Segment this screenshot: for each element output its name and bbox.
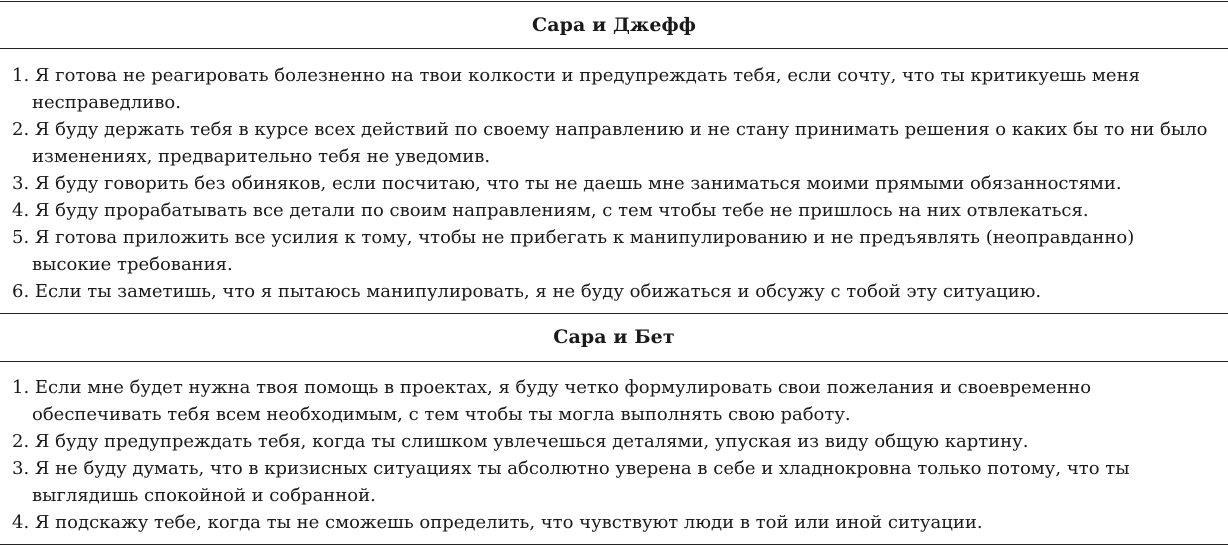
section-title-sarah-jeff: Сара и Джефф [532,14,696,36]
list-item [12,170,1222,197]
list-item [12,278,1222,305]
item-number: 4. [12,512,30,533]
item-text-continued: выглядишь спокойной и собранной. [32,485,376,506]
item-number: 2. [12,119,30,140]
item-number: 1. [12,377,30,398]
item-text: Если мне будет нужна твоя помощь в проектах, я буду четко формулировать свои пожелания и своевременно [34,377,1092,398]
item-number: 3. [12,458,30,479]
item-number: 4. [12,200,30,221]
item-number: 3. [12,173,30,194]
item-text-continued: изменениях, предварительно тебя не уведомив. [32,146,491,167]
item-text: Я не буду думать, что в кризисных ситуациях ты абсолютно уверена в себе и хладнокровна только потому, что ты [34,458,1130,479]
item-text-continued: высокие требования. [32,254,233,275]
bottom-rule [0,544,1228,545]
item-text-continued: несправедливо. [32,92,181,113]
item-number: 2. [12,431,30,452]
list-item [12,428,1222,455]
item-number: 5. [12,227,30,248]
item-text-continued: обеспечивать тебя всем необходимым, с тем чтобы ты могла выполнять свою работу. [32,404,851,425]
item-number: 6. [12,281,30,302]
header-rule [0,361,1228,362]
item-text: Если ты заметишь, что я пытаюсь манипулировать, я не буду обижаться и обсужу с тобой эту ситуацию. [34,281,1042,302]
section-title-sarah-beth: Сара и Бет [553,326,675,348]
list-item [12,62,1222,116]
item-text: Я буду предупреждать тебя, когда ты слишком увлечешься деталями, упуская из виду общую картину. [34,431,1029,452]
item-text: Я буду прорабатывать все детали по своим направлениям, с тем чтобы тебе не пришлось на них отвлекаться. [34,200,1089,221]
section-divider-rule [0,313,1228,314]
item-number: 1. [12,65,30,86]
list-item [12,224,1222,278]
top-rule [0,1,1228,2]
item-text: Я буду держать тебя в курсе всех действий по своему направлению и не стану принимать решения о каких бы то ни было [34,119,1208,140]
item-text: Я готова не реагировать болезненно на твои колкости и предупреждать тебя, если сочту, что ты критикуешь меня [34,65,1140,86]
header-rule [0,48,1228,49]
list-item [12,197,1222,224]
list-item [12,374,1222,428]
item-text: Я подскажу тебе, когда ты не сможешь определить, что чувствуют люди в той или иной ситуации. [34,512,983,533]
list-item [12,509,1222,536]
item-text: Я готова приложить все усилия к тому, чтобы не прибегать к манипулированию и не предъявлять (неоправданно) [34,227,1135,248]
list-item [12,116,1222,170]
list-item [12,455,1222,509]
item-text: Я буду говорить без обиняков, если посчитаю, что ты не даешь мне заниматься моими прямыми обязанностями. [34,173,1122,194]
